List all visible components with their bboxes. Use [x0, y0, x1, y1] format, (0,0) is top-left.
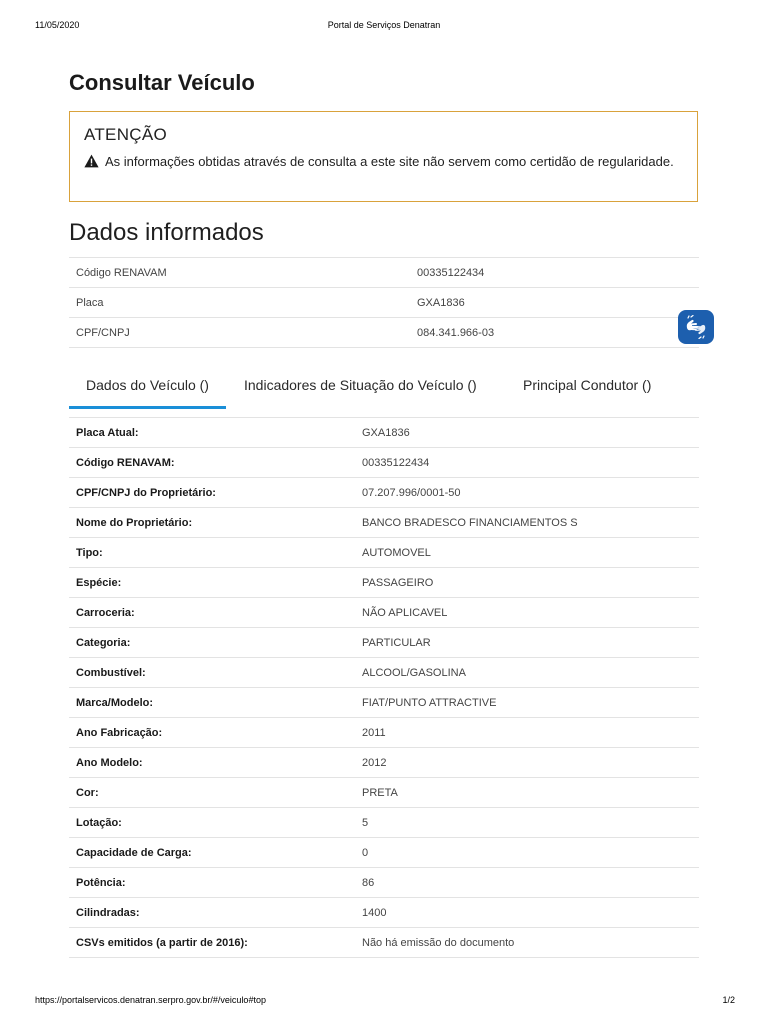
field-label: Carroceria: — [69, 598, 355, 628]
field-label: Combustível: — [69, 658, 355, 688]
table-row — [69, 808, 699, 838]
field-label: CSVs emitidos (a partir de 2016): — [69, 928, 355, 958]
row-label: Código RENAVAM — [69, 258, 410, 288]
tab-principal-condutor[interactable]: Principal Condutor () — [523, 377, 652, 393]
field-value: PRETA — [355, 778, 699, 808]
page-number: 1/2 — [722, 995, 735, 1005]
warning-icon — [84, 154, 99, 173]
field-value: GXA1836 — [355, 418, 699, 448]
alert-message: As informações obtidas através de consulta a este site não servem como certidão de regularidade. — [105, 154, 674, 169]
field-value: 2012 — [355, 748, 699, 778]
table-row — [69, 748, 699, 778]
table-row — [69, 658, 699, 688]
field-value: 0 — [355, 838, 699, 868]
field-label: CPF/CNPJ do Proprietário: — [69, 478, 355, 508]
field-label: Capacidade de Carga: — [69, 838, 355, 868]
dados-informados-table — [69, 257, 699, 348]
table-row — [69, 688, 699, 718]
field-value: BANCO BRADESCO FINANCIAMENTOS S — [355, 508, 699, 538]
alert-title: ATENÇÃO — [84, 125, 168, 144]
field-label: Ano Fabricação: — [69, 718, 355, 748]
field-label: Espécie: — [69, 568, 355, 598]
table-row — [69, 898, 699, 928]
print-url: https://portalservicos.denatran.serpro.gov.br/#/veiculo#top — [35, 995, 266, 1005]
field-value: PASSAGEIRO — [355, 568, 699, 598]
table-row — [69, 718, 699, 748]
table-row — [69, 288, 699, 318]
field-label: Código RENAVAM: — [69, 448, 355, 478]
field-value: FIAT/PUNTO ATTRACTIVE — [355, 688, 699, 718]
table-row — [69, 258, 699, 288]
table-row — [69, 598, 699, 628]
print-date: 11/05/2020 — [35, 20, 80, 30]
field-value: 1400 — [355, 898, 699, 928]
field-label: Cor: — [69, 778, 355, 808]
table-row — [69, 838, 699, 868]
table-row — [69, 568, 699, 598]
field-value: 00335122434 — [355, 448, 699, 478]
row-label: Placa — [69, 288, 410, 318]
field-label: Potência: — [69, 868, 355, 898]
field-value: 2011 — [355, 718, 699, 748]
row-value: 084.341.966-03 — [410, 318, 699, 348]
tab-dados-do-veiculo[interactable]: Dados do Veículo () — [69, 370, 226, 409]
field-label: Marca/Modelo: — [69, 688, 355, 718]
table-row — [69, 418, 699, 448]
table-row — [69, 478, 699, 508]
field-value: AUTOMOVEL — [355, 538, 699, 568]
field-label: Lotação: — [69, 808, 355, 838]
field-value: PARTICULAR — [355, 628, 699, 658]
accessibility-button[interactable] — [678, 310, 714, 344]
print-page-title: Portal de Serviços Denatran — [327, 20, 441, 30]
field-label: Nome do Proprietário: — [69, 508, 355, 538]
field-label: Cilindradas: — [69, 898, 355, 928]
sign-language-icon — [683, 315, 709, 339]
section-title-dados-informados: Dados informados — [69, 219, 264, 246]
alert-body — [84, 153, 674, 173]
table-row — [69, 868, 699, 898]
table-row — [69, 628, 699, 658]
table-row — [69, 778, 699, 808]
page-title: Consultar Veículo — [69, 70, 255, 95]
print-header — [0, 20, 768, 32]
field-value: 5 — [355, 808, 699, 838]
row-value: 00335122434 — [410, 258, 699, 288]
field-label: Categoria: — [69, 628, 355, 658]
vehicle-data-table — [69, 418, 699, 958]
field-value: Não há emissão do documento — [355, 928, 699, 958]
field-value: ALCOOL/GASOLINA — [355, 658, 699, 688]
table-row — [69, 508, 699, 538]
row-value: GXA1836 — [410, 288, 699, 318]
field-value: 86 — [355, 868, 699, 898]
table-row — [69, 538, 699, 568]
attention-alert — [69, 111, 698, 202]
field-label: Tipo: — [69, 538, 355, 568]
field-label: Ano Modelo: — [69, 748, 355, 778]
table-row — [69, 318, 699, 348]
table-row — [69, 928, 699, 958]
field-value: NÃO APLICAVEL — [355, 598, 699, 628]
tab-indicadores-de-situacao[interactable]: Indicadores de Situação do Veículo () — [244, 377, 477, 393]
print-footer — [0, 995, 768, 1007]
table-row — [69, 448, 699, 478]
field-value: 07.207.996/0001-50 — [355, 478, 699, 508]
vehicle-tabs — [69, 370, 699, 408]
field-label: Placa Atual: — [69, 418, 355, 448]
row-label: CPF/CNPJ — [69, 318, 410, 348]
